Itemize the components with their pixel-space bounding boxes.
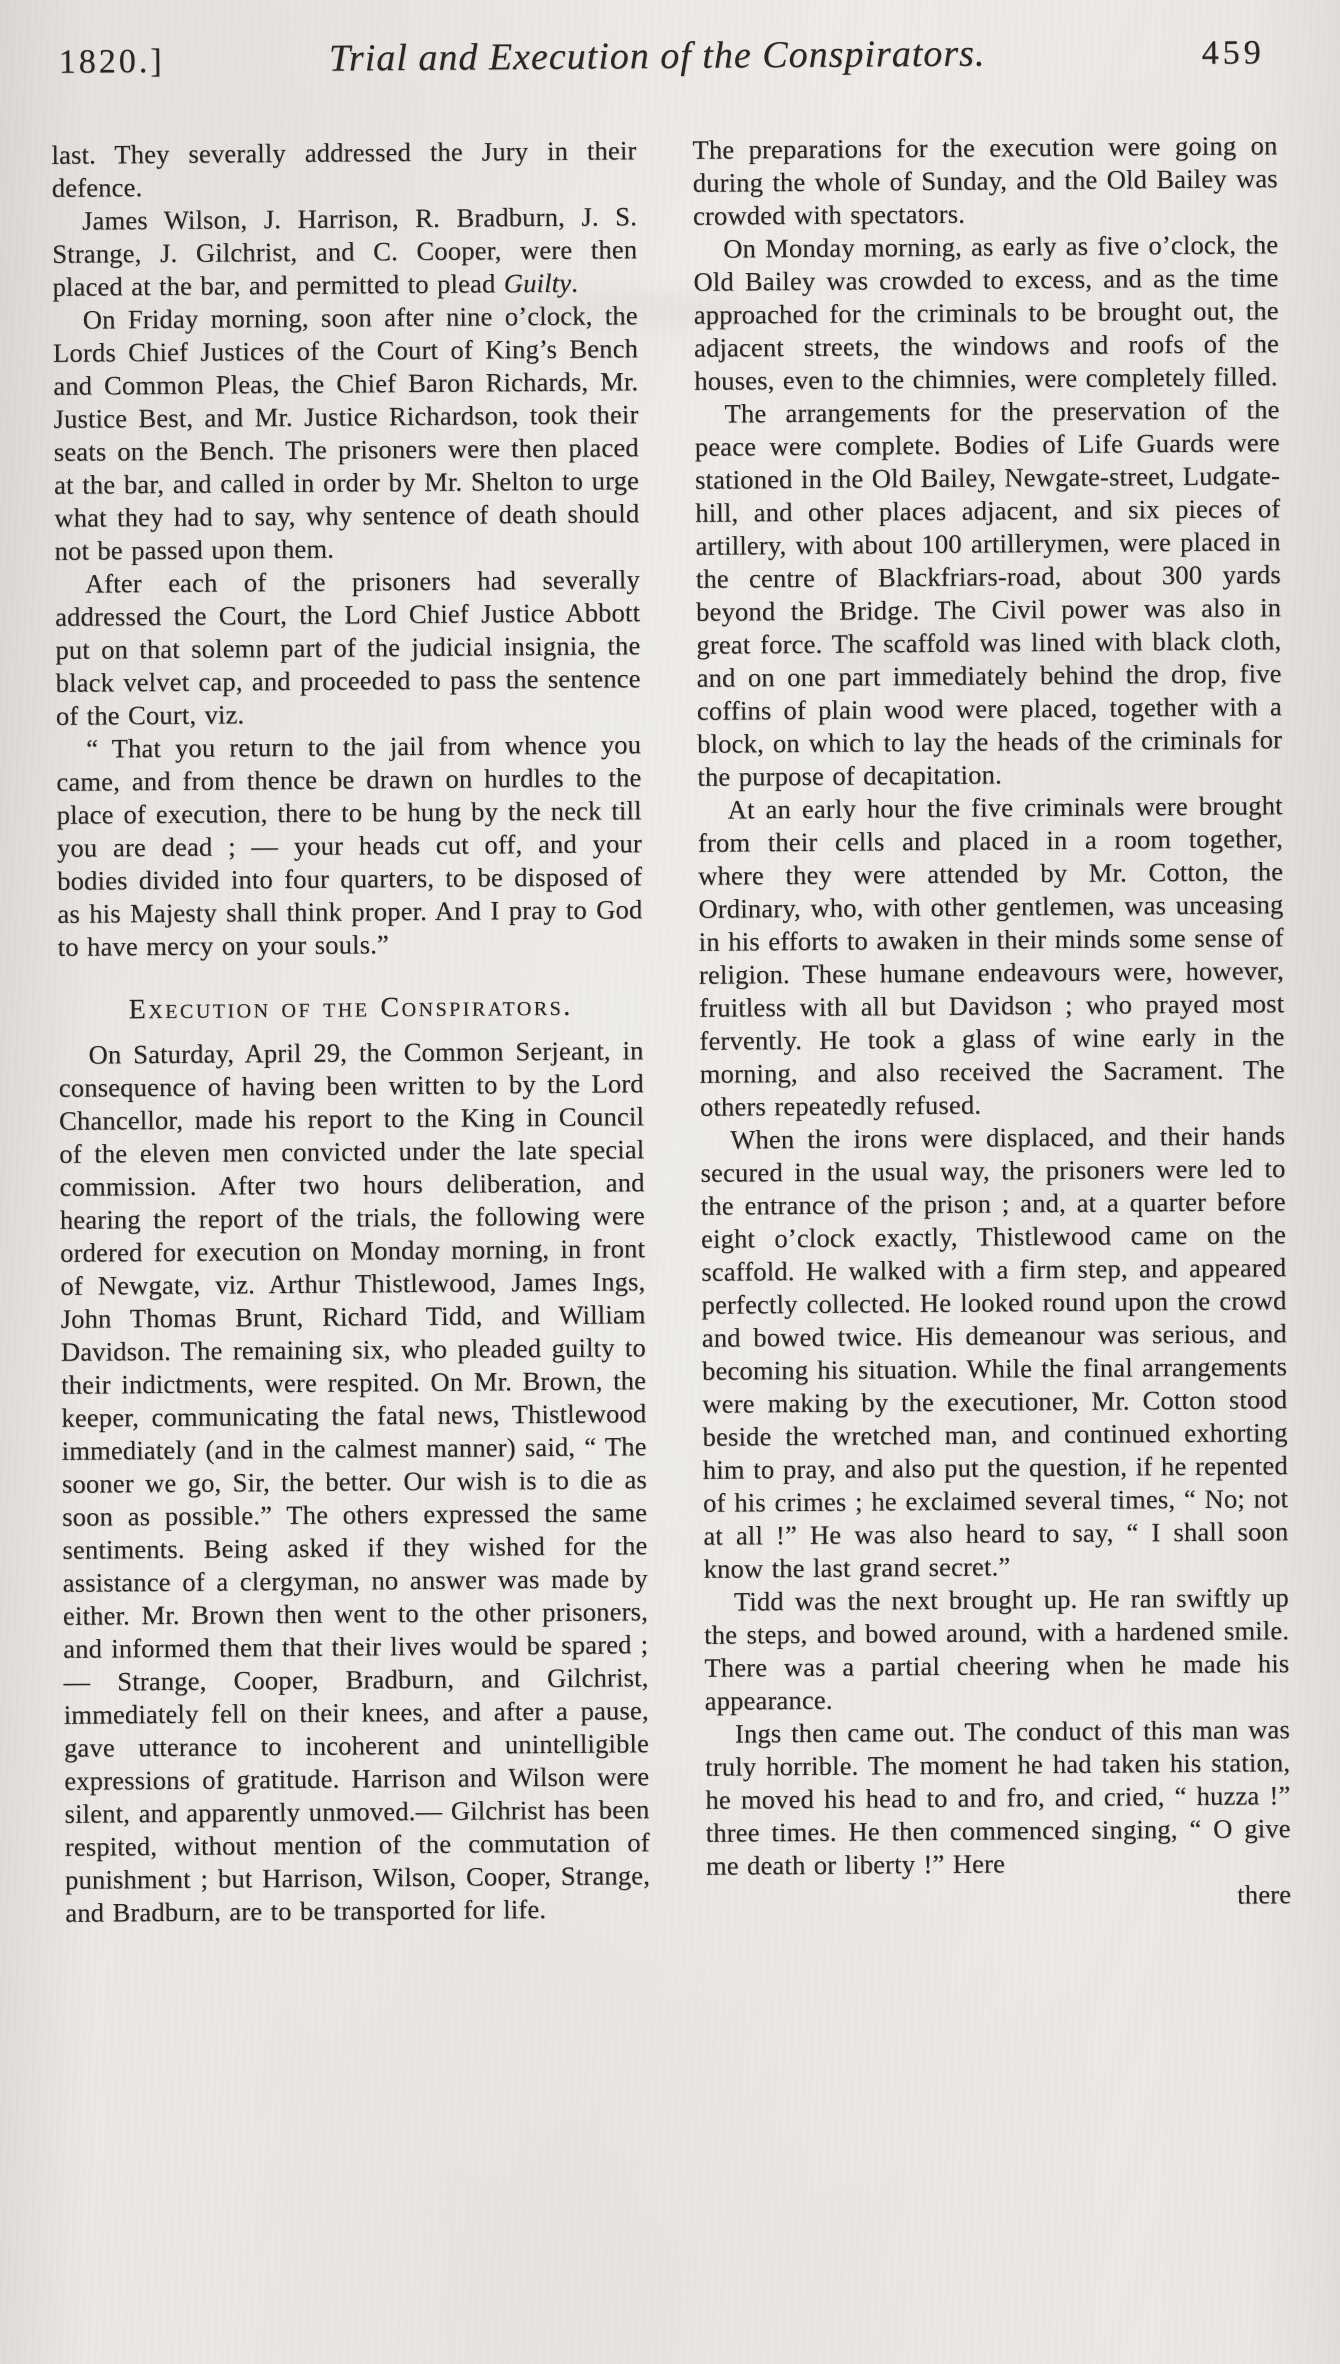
page-header	[51, 29, 1278, 111]
page-title: Trial and Execution of the Conspirators.	[328, 32, 986, 80]
left-paragraphs	[51, 134, 650, 1930]
paragraph: Ings then came out. The conduct of this man was truly horrible. The moment he had taken his station, he moved his head to and fro, and cried, “ huzza !” three times. He then commenced singing, “ O give me death or liberty !” Here	[705, 1714, 1291, 1881]
paragraph: On Monday morning, as early as five o’clock, the Old Bailey was crowded to excess, and as the time approached for the criminals to be brought out, the adjacent streets, the windows and roofs of the houses, even to the chimnies, were completely filled.	[693, 229, 1280, 396]
paragraph: last. They severally addressed the Jury in their defence.	[51, 135, 637, 203]
paragraph: After each of the prisoners had severally addressed the Court, the Lord Chief Justice Abbott put on that solemn part of the judicial insignia, the black velvet cap, and proceeded to pass the sentence of the Court, viz.	[55, 564, 641, 731]
page-content	[51, 29, 1292, 1930]
section-heading: Execution of the Conspirators.	[128, 990, 573, 1026]
text-columns	[51, 129, 1291, 1930]
page-number: 459	[1201, 34, 1265, 72]
paragraph: Tidd was the next brought up. He ran swiftly up the steps, and bowed around, with a hardened smile. There was a partial cheering when he made his appearance.	[704, 1582, 1290, 1716]
paragraph: At an early hour the five criminals were brought from their cells and placed in a room together, where they were attended by Mr. Cotton, the Ordinary, who, with other gentlemen, was unceasing in his efforts to awaken in their minds some sense of religion. These humane endeavours were, however, fruitless with all but Davidson ; who prayed most fervently. He took a glass of wine early in the morning, and also received the Sacrament. The others repeatedly refused.	[697, 790, 1285, 1122]
paragraph: On Friday morning, soon after nine o’clock, the Lords Chief Justices of the Court of King’s Bench and Common Pleas, the Chief Baron Richards, Mr. Justice Best, and Mr. Justice Richardson, took their seats on the Bench. The prisoners were then placed at the bar, and called in order by Mr. Shelton to urge what they had to say, why sentence of death should not be passed upon them.	[52, 300, 640, 566]
text-column-left	[51, 134, 650, 1930]
paragraph: The preparations for the execution were going on during the whole of Sunday, and the Old Bailey was crowded with spectators.	[692, 130, 1278, 231]
paragraph: When the irons were displaced, and their hands secured in the usual way, the prisoners were led to the entrance of the prison ; and, at a quarter before eight o’clock exactly, Thistlewood came on the scaffold. He walked with a firm step, and appeared perfectly collected. He looked round upon the crowd and bowed twice. His demeanour was serious, and becoming his situation. While the final arrangements were making by the executioner, Mr. Cotton stood beside the wretched man, and continued exhorting him to pray, and also put the question, if he repented of his crimes ; he exclaimed several times, “ No; not at all !” He was also heard to say, “ I shall soon know the last grand secret.”	[700, 1120, 1289, 1584]
paragraph: James Wilson, J. Harrison, R. Bradburn, J. S. Strange, J. Gilchrist, and C. Cooper, were then placed at the bar, and permitted to plead Guilty.	[52, 201, 638, 302]
paragraph: The arrangements for the preservation of the peace were complete. Bodies of Life Guards were stationed in the Old Bailey, Newgate-street, Ludgate-hill, and other places adjacent, and six pieces of artillery, with about 100 artillerymen, were placed in the centre of Blackfriars-road, about 300 yards beyond the Bridge. The Civil power was also in great force. The scaffold was lined with black cloth, and on one part immediately behind the drop, five coffins of plain wood were placed, together with a block, on which to lay the heads of the criminals for the purpose of decapitation.	[694, 394, 1283, 792]
right-paragraphs	[692, 129, 1291, 1883]
paragraph: On Saturday, April 29, the Common Serjeant, in consequence of having been written to by the Lord Chancellor, made his report to the King in Council of the eleven men convicted under the late special commission. After two hours deliberation, and hearing the report of the trials, the following were ordered for execution on Monday morning, in front of Newgate, viz. Arthur Thistlewood, James Ings, John Thomas Brunt, Richard Tidd, and William Davidson. The remaining six, who pleaded guilty to their indictments, were respited. On Mr. Brown, the keeper, communicating the fatal news, Thistlewood immediately (and in the calmest manner) said, “ The sooner we go, Sir, the better. Our wish is to die as soon as possible.” The others expressed the same sentiments. Being asked if they wished for the assistance of a clergyman, no answer was made by either. Mr. Brown then went to the other prisoners, and informed them that their lives would be spared ; — Strange, Cooper, Bradburn, and Gilchrist, immediately fell on their knees, and after a pause, gave utterance to incoherent and unintelligible expressions of gratitude. Harrison and Wilson were silent, and apparently unmoved.— Gilchrist has been respited, without mention of the commutation of punishment ; but Harrison, Wilson, Cooper, Strange, and Bradburn, are to be transported for life.	[58, 1035, 651, 1928]
catchword: there	[1237, 1879, 1292, 1910]
year-marker: 1820.]	[58, 42, 165, 81]
text-column-right	[692, 129, 1291, 1925]
paragraph: “ That you return to the jail from whence you came, and from thence be drawn on hurdles to the place of execution, there to be hung by the neck till you are dead ; — your heads cut off, and your bodies divided into four quarters, to be disposed of as his Majesty shall think proper. And I pray to God to have mercy on your souls.”	[56, 729, 643, 962]
